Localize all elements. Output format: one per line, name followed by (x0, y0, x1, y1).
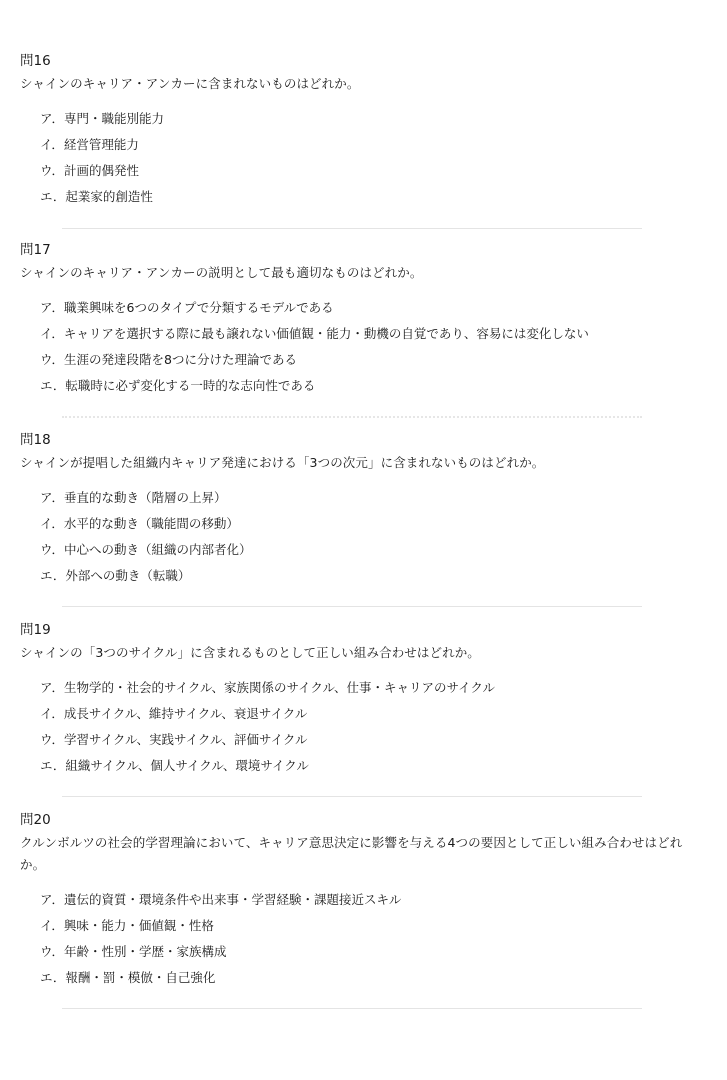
question-text: シャインの「3つのサイクル」に含まれるものとして正しい組み合わせはどれか。 (20, 645, 480, 660)
question-18 (20, 431, 690, 589)
option-i: イ．キャリアを選択する際に最も譲れない価値観・能力・動機の自覚であり、容易には変化しない (40, 326, 589, 341)
divider (62, 1008, 642, 1009)
divider (62, 606, 642, 607)
question-number: 問19 (20, 622, 51, 638)
divider (62, 416, 642, 418)
question-number: 問18 (20, 432, 51, 448)
question-19 (20, 621, 690, 779)
divider (62, 796, 642, 797)
question-17 (20, 241, 690, 399)
option-list (20, 675, 690, 779)
option-u: ウ．学習サイクル、実践サイクル、評価サイクル (40, 732, 308, 747)
option-a: ア．生物学的・社会的サイクル、家族関係のサイクル、仕事・キャリアのサイクル (40, 680, 496, 695)
option-list (20, 295, 690, 399)
question-16 (20, 52, 690, 210)
option-e: エ．転職時に必ず変化する一時的な志向性である (40, 378, 316, 393)
option-e: エ．組織サイクル、個人サイクル、環境サイクル (40, 758, 309, 773)
option-list (20, 106, 690, 210)
option-u: ウ．中心への動き（組織の内部者化） (40, 542, 252, 557)
option-e: エ．起業家的創造性 (40, 189, 153, 204)
option-i: イ．経営管理能力 (40, 137, 139, 152)
option-i: イ．水平的な動き（職能間の移動） (40, 516, 239, 531)
option-u: ウ．年齢・性別・学歴・家族構成 (40, 944, 227, 959)
option-u: ウ．生涯の発達段階を8つに分けた理論である (40, 352, 297, 367)
question-text: シャインのキャリア・アンカーの説明として最も適切なものはどれか。 (20, 265, 423, 280)
option-i: イ．成長サイクル、維持サイクル、衰退サイクル (40, 706, 308, 721)
question-text: シャインが提唱した組織内キャリア発達における「3つの次元」に含まれないものはどれか。 (20, 455, 545, 470)
divider (62, 228, 642, 229)
question-number: 問17 (20, 242, 51, 258)
question-number: 問16 (20, 53, 51, 69)
option-i: イ．興味・能力・価値観・性格 (40, 918, 214, 933)
option-list (20, 887, 690, 991)
option-e: エ．外部への動き（転職） (40, 568, 191, 583)
option-a: ア．垂直的な動き（階層の上昇） (40, 490, 227, 505)
option-list (20, 485, 690, 589)
question-number: 問20 (20, 812, 51, 828)
question-text: クルンボルツの社会的学習理論において、キャリア意思決定に影響を与える4つの要因として正しい組み合わせはどれか。 (20, 835, 683, 872)
question-text: シャインのキャリア・アンカーに含まれないものはどれか。 (20, 76, 360, 91)
question-20 (20, 811, 690, 991)
option-a: ア．専門・職能別能力 (40, 111, 165, 126)
option-u: ウ．計画的偶発性 (40, 163, 140, 178)
option-a: ア．職業興味を6つのタイプで分類するモデルである (40, 300, 334, 315)
option-e: エ．報酬・罰・模倣・自己強化 (40, 970, 216, 985)
option-a: ア．遺伝的資質・環境条件や出来事・学習経験・課題接近スキル (40, 892, 402, 907)
